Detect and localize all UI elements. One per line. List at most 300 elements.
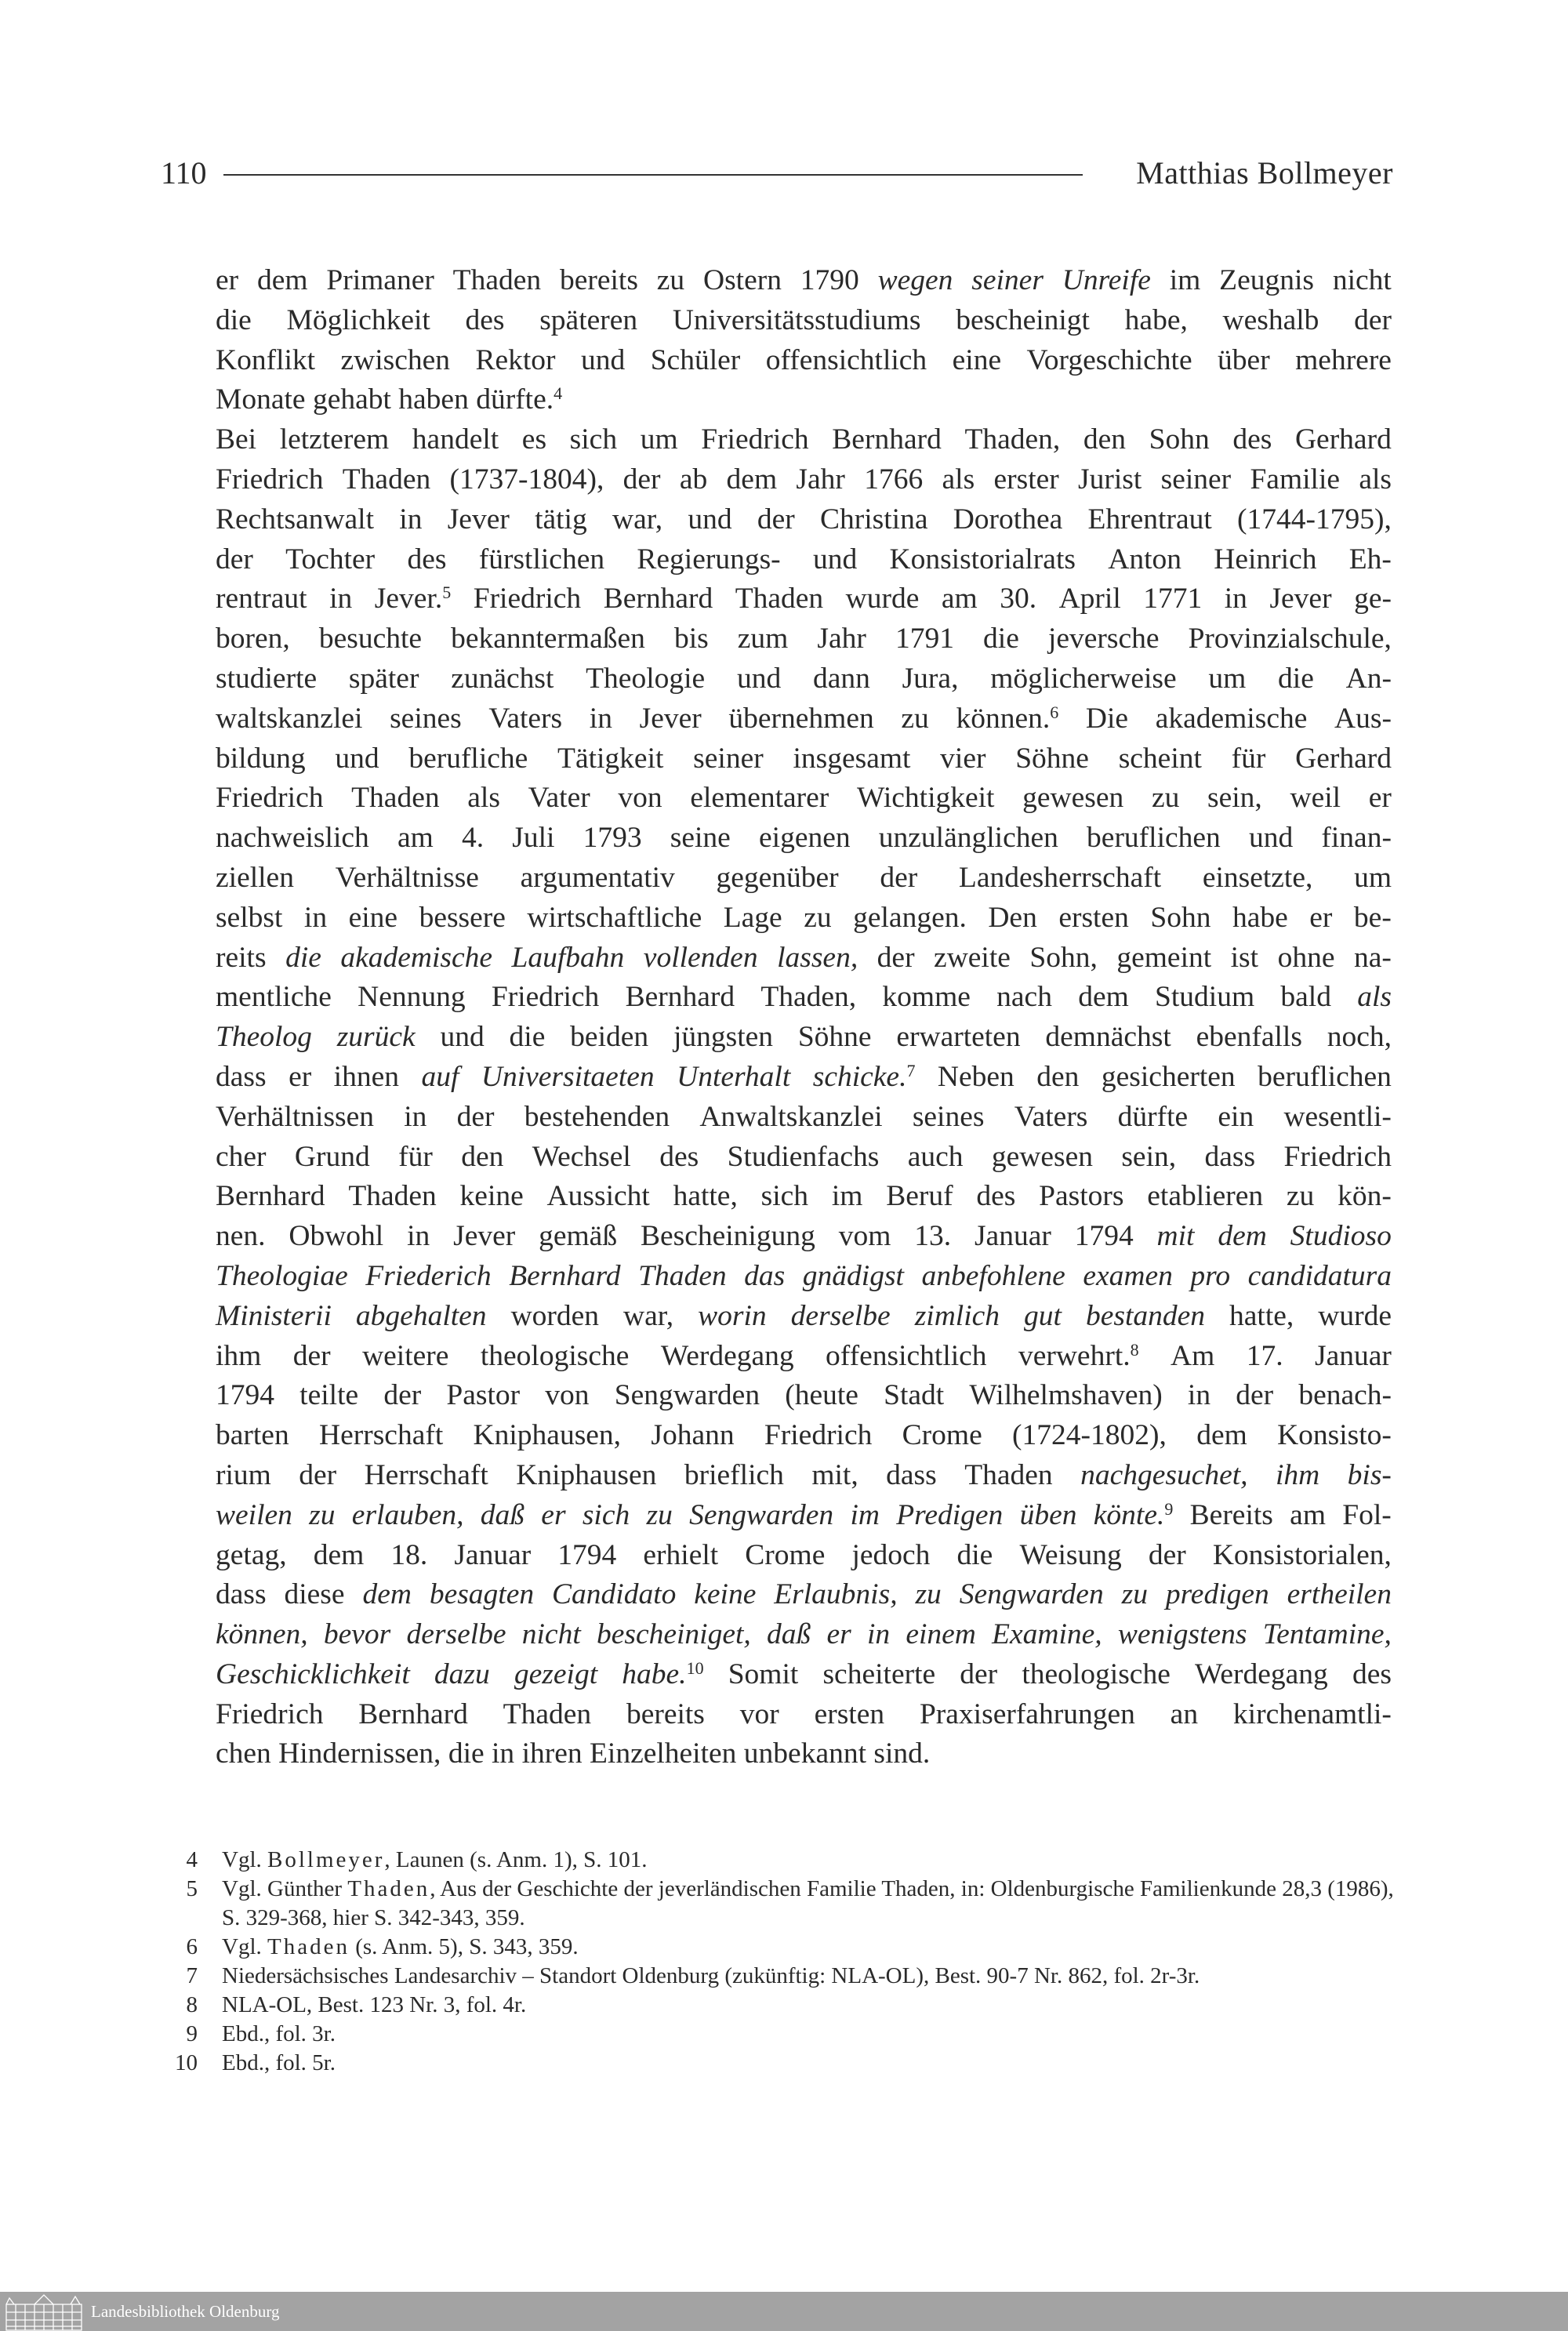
text: Zeugnis bbox=[1219, 264, 1314, 296]
word bbox=[953, 500, 1063, 540]
word bbox=[398, 383, 469, 416]
text: seiner bbox=[1160, 463, 1232, 496]
word bbox=[481, 1496, 524, 1536]
footnote bbox=[157, 1991, 1396, 2020]
word bbox=[583, 819, 642, 859]
text: Eh- bbox=[1348, 543, 1392, 575]
text: Verhältnisse bbox=[335, 861, 479, 894]
text: An- bbox=[1345, 662, 1392, 695]
word bbox=[1278, 659, 1314, 699]
italic-quote: anbefohlene bbox=[921, 1259, 1065, 1292]
word bbox=[351, 779, 439, 819]
italic-quote: gezeigt bbox=[514, 1657, 598, 1690]
word bbox=[644, 939, 758, 979]
word bbox=[1122, 1575, 1148, 1615]
word bbox=[1229, 1297, 1294, 1337]
word bbox=[1150, 899, 1210, 939]
text: ab bbox=[679, 463, 708, 496]
word bbox=[216, 1536, 287, 1576]
word bbox=[832, 1177, 863, 1217]
text: Christina bbox=[819, 503, 928, 536]
word bbox=[1357, 978, 1392, 1018]
word bbox=[462, 819, 484, 859]
text: Ebd., fol. 3r. bbox=[222, 2021, 336, 2046]
footnote-text bbox=[222, 1962, 1200, 1991]
word bbox=[512, 939, 625, 979]
footnote-text bbox=[222, 1991, 526, 2020]
italic-quote: zu bbox=[915, 1578, 942, 1611]
word bbox=[1083, 420, 1126, 460]
word bbox=[1232, 420, 1272, 460]
word bbox=[1218, 341, 1270, 381]
text: den bbox=[1083, 423, 1127, 456]
footnote bbox=[157, 1875, 1396, 1933]
text: weil bbox=[1290, 782, 1341, 815]
word bbox=[552, 1575, 676, 1615]
text: auch bbox=[907, 1140, 964, 1173]
text: Fol- bbox=[1342, 1498, 1392, 1531]
word bbox=[735, 579, 823, 619]
word bbox=[839, 1217, 891, 1257]
word bbox=[362, 1337, 448, 1377]
footnote-ref[interactable]: 7 bbox=[906, 1060, 916, 1080]
text: Jever bbox=[453, 1220, 516, 1253]
word bbox=[535, 500, 587, 540]
text: beiden bbox=[570, 1021, 649, 1054]
text: bis bbox=[673, 623, 709, 655]
word bbox=[1237, 500, 1392, 540]
text: nen. bbox=[216, 1220, 266, 1253]
text: teilte bbox=[299, 1379, 359, 1412]
text: Bernhard bbox=[832, 423, 942, 456]
footnote-ref[interactable]: 10 bbox=[686, 1657, 704, 1678]
word bbox=[1208, 659, 1246, 699]
word bbox=[813, 659, 870, 699]
word bbox=[1248, 1257, 1392, 1297]
word bbox=[349, 899, 397, 939]
text: tätig bbox=[535, 503, 587, 536]
text: zweite bbox=[934, 941, 1011, 974]
word bbox=[1166, 1575, 1269, 1615]
word bbox=[623, 460, 661, 500]
word bbox=[1369, 779, 1392, 819]
author-name: Bollmeyer bbox=[267, 1847, 385, 1872]
text: und bbox=[688, 503, 732, 536]
text: erster bbox=[993, 463, 1059, 496]
word bbox=[454, 1536, 531, 1576]
word bbox=[618, 779, 662, 819]
text: kön- bbox=[1338, 1180, 1392, 1213]
italic-quote: erlauben, bbox=[351, 1498, 464, 1531]
word bbox=[1190, 1496, 1273, 1536]
text: ihm bbox=[216, 1339, 262, 1372]
word bbox=[764, 1416, 872, 1456]
text: Bei bbox=[216, 423, 257, 456]
word bbox=[216, 1257, 348, 1297]
text: sein, bbox=[1207, 782, 1262, 815]
word bbox=[516, 1456, 656, 1496]
word bbox=[1171, 1337, 1214, 1377]
text: er bbox=[1309, 901, 1333, 934]
italic-quote: keine bbox=[694, 1578, 757, 1611]
word bbox=[1295, 420, 1392, 460]
word bbox=[1188, 1376, 1210, 1416]
word bbox=[728, 1138, 880, 1178]
word bbox=[421, 1058, 459, 1098]
word bbox=[399, 500, 422, 540]
word bbox=[651, 1416, 734, 1456]
italic-quote: Ministerii bbox=[216, 1299, 332, 1332]
library-building-logo bbox=[5, 2293, 85, 2331]
text: die bbox=[956, 1538, 993, 1571]
text: und bbox=[440, 1021, 485, 1054]
text: (1724-1802), bbox=[1012, 1419, 1167, 1452]
italic-quote: gnädigst bbox=[802, 1259, 904, 1292]
text: barten bbox=[216, 1419, 289, 1452]
footnote bbox=[157, 1846, 1396, 1875]
word bbox=[803, 1257, 904, 1297]
word bbox=[390, 699, 462, 739]
word bbox=[889, 540, 1075, 580]
text: nicht bbox=[1332, 264, 1392, 296]
text: Jura, bbox=[902, 662, 959, 695]
word bbox=[365, 1257, 491, 1297]
word bbox=[1086, 699, 1128, 739]
text: studierte bbox=[216, 662, 318, 695]
text: Bescheinigung bbox=[640, 1220, 815, 1253]
word bbox=[1014, 1098, 1088, 1138]
italic-quote: dazu bbox=[434, 1657, 490, 1690]
word bbox=[1149, 1536, 1186, 1576]
word bbox=[340, 939, 492, 979]
word bbox=[216, 1217, 266, 1257]
word bbox=[1203, 859, 1313, 899]
word bbox=[1354, 859, 1392, 899]
word bbox=[846, 579, 920, 619]
text: Jahr bbox=[796, 463, 845, 496]
word bbox=[760, 978, 856, 1018]
italic-quote: seiner bbox=[971, 264, 1044, 296]
word bbox=[216, 659, 317, 699]
text-line bbox=[216, 819, 1392, 859]
text: getag, bbox=[216, 1538, 287, 1571]
text: wirtschaftliche bbox=[527, 901, 702, 934]
text: Stadt bbox=[884, 1379, 945, 1412]
text: gesicherten bbox=[1101, 1060, 1236, 1093]
word bbox=[1295, 341, 1392, 381]
word bbox=[1196, 1018, 1302, 1058]
word bbox=[804, 899, 831, 939]
italic-quote: Sengwarden bbox=[959, 1578, 1104, 1611]
word bbox=[694, 1575, 756, 1615]
text: Werdegang bbox=[660, 1339, 794, 1372]
italic-quote: das bbox=[744, 1259, 786, 1292]
word bbox=[407, 540, 446, 580]
text: sich bbox=[760, 1180, 809, 1213]
text-line bbox=[216, 939, 1392, 979]
footnote-ref[interactable]: 8 bbox=[1130, 1339, 1139, 1360]
text: die bbox=[509, 1021, 546, 1054]
text: Jever bbox=[639, 702, 702, 735]
word bbox=[908, 1138, 964, 1178]
text: bereits bbox=[559, 264, 638, 296]
text: Thaden bbox=[503, 1697, 592, 1730]
word bbox=[284, 1575, 344, 1615]
text-line bbox=[216, 1496, 1392, 1536]
word bbox=[590, 1737, 736, 1770]
word bbox=[813, 1058, 916, 1098]
text: Herrschaft bbox=[364, 1458, 488, 1491]
italic-quote: vollenden bbox=[643, 941, 758, 974]
word bbox=[1190, 1257, 1230, 1297]
word bbox=[1225, 579, 1247, 619]
text: vom bbox=[838, 1220, 891, 1253]
word bbox=[1280, 978, 1331, 1018]
text: in bbox=[399, 503, 423, 536]
text: Sengwarden bbox=[614, 1379, 760, 1412]
footnote-text bbox=[222, 1875, 1396, 1933]
text: Gerhard bbox=[1295, 742, 1392, 775]
text: im bbox=[831, 1180, 863, 1213]
word bbox=[953, 341, 1001, 381]
word bbox=[1277, 1416, 1392, 1456]
italic-quote: wegen bbox=[877, 264, 953, 296]
text: den bbox=[1036, 1060, 1080, 1093]
word bbox=[1318, 1297, 1392, 1337]
text: Crome bbox=[902, 1419, 982, 1452]
word bbox=[1087, 819, 1221, 859]
italic-quote: habe. bbox=[622, 1657, 687, 1690]
text: dem bbox=[256, 264, 308, 296]
word bbox=[407, 1615, 506, 1655]
word bbox=[913, 1098, 985, 1138]
word bbox=[1156, 699, 1308, 739]
word bbox=[299, 1376, 358, 1416]
word bbox=[216, 779, 323, 819]
text: scheint bbox=[1118, 742, 1202, 775]
word bbox=[728, 1655, 799, 1695]
word bbox=[216, 261, 238, 301]
word bbox=[545, 1376, 589, 1416]
word bbox=[647, 1496, 673, 1536]
word bbox=[343, 460, 430, 500]
text: seines bbox=[912, 1100, 985, 1133]
text: Regierungs- bbox=[637, 543, 781, 575]
text: im bbox=[1169, 264, 1201, 296]
text: sich bbox=[569, 423, 618, 456]
text: und bbox=[581, 343, 626, 376]
text: gelangen. bbox=[853, 901, 967, 934]
word bbox=[832, 420, 942, 460]
word bbox=[597, 1615, 751, 1655]
text: Thaden bbox=[735, 583, 824, 615]
word bbox=[822, 1655, 935, 1695]
word bbox=[724, 899, 782, 939]
text: Friedrich bbox=[491, 981, 600, 1014]
word bbox=[728, 699, 873, 739]
word bbox=[1218, 1217, 1266, 1257]
word bbox=[661, 1337, 794, 1377]
italic-quote: gut bbox=[1024, 1299, 1062, 1332]
word bbox=[684, 1456, 784, 1496]
footnote bbox=[157, 2049, 1396, 2078]
word bbox=[820, 500, 928, 540]
italic-quote: daß bbox=[767, 1618, 811, 1651]
word bbox=[1338, 1177, 1392, 1217]
word bbox=[216, 579, 307, 619]
text: Studienfachs bbox=[727, 1140, 880, 1173]
word bbox=[1354, 301, 1392, 341]
italic-quote: Bernhard bbox=[509, 1259, 621, 1292]
text: Herrschaft bbox=[319, 1419, 444, 1452]
text: Landesherrschaft bbox=[958, 861, 1162, 894]
text: der bbox=[292, 1339, 331, 1372]
text: akademische bbox=[1155, 702, 1308, 735]
word bbox=[570, 1018, 648, 1058]
text: Jurist bbox=[1078, 463, 1142, 496]
footnote-number: 6 bbox=[186, 1934, 198, 1959]
footnote-number: 7 bbox=[186, 1963, 198, 1988]
text: argumentativ bbox=[520, 861, 675, 894]
italic-quote: derselbe bbox=[790, 1299, 891, 1332]
word bbox=[1321, 819, 1392, 859]
text: Universitätsstudiums bbox=[672, 303, 921, 336]
text-line bbox=[216, 1018, 1392, 1058]
text: (heute bbox=[785, 1379, 858, 1412]
word bbox=[1018, 1337, 1139, 1377]
word bbox=[1290, 779, 1341, 819]
word bbox=[528, 779, 590, 819]
word bbox=[798, 1018, 872, 1058]
word bbox=[481, 1337, 630, 1377]
text: gewesen bbox=[991, 1140, 1093, 1173]
word bbox=[560, 261, 638, 301]
word bbox=[920, 1695, 1135, 1735]
footnote-number: 4 bbox=[186, 1847, 198, 1872]
text: Konflikt bbox=[216, 343, 316, 376]
text: dass bbox=[216, 1060, 267, 1093]
text: können. bbox=[956, 702, 1051, 735]
italic-quote: Geschicklichkeit bbox=[216, 1657, 410, 1690]
word bbox=[527, 899, 702, 939]
word bbox=[640, 699, 702, 739]
word bbox=[680, 460, 707, 500]
word bbox=[884, 1376, 944, 1416]
text-line bbox=[216, 1655, 1392, 1695]
text: dass bbox=[1204, 1140, 1256, 1173]
word bbox=[570, 420, 617, 460]
text: seine bbox=[670, 822, 731, 855]
word bbox=[349, 659, 419, 699]
text: Tätigkeit bbox=[557, 742, 664, 775]
text-line bbox=[216, 739, 1392, 779]
text: Kniphausen bbox=[516, 1458, 657, 1491]
text: Verhältnissen bbox=[216, 1100, 375, 1133]
word bbox=[216, 1695, 323, 1735]
word bbox=[1213, 1536, 1392, 1576]
italic-quote: bis- bbox=[1347, 1458, 1392, 1491]
text: finan- bbox=[1321, 822, 1392, 855]
word bbox=[430, 1575, 534, 1615]
word bbox=[1258, 1058, 1392, 1098]
word bbox=[744, 1257, 785, 1297]
word bbox=[1157, 1217, 1195, 1257]
text: theologische bbox=[1022, 1657, 1171, 1690]
word bbox=[886, 1456, 937, 1496]
word bbox=[216, 1737, 271, 1770]
italic-quote: abgehalten bbox=[355, 1299, 487, 1332]
word bbox=[1290, 1217, 1392, 1257]
word bbox=[777, 939, 858, 979]
word bbox=[604, 579, 713, 619]
text: von bbox=[545, 1379, 590, 1412]
text: er bbox=[289, 1060, 312, 1093]
word bbox=[1354, 579, 1392, 619]
italic-quote: bevor bbox=[323, 1618, 391, 1651]
word bbox=[451, 619, 645, 659]
word bbox=[488, 699, 562, 739]
text: Thaden bbox=[964, 1458, 1053, 1491]
text: den bbox=[461, 1140, 504, 1173]
text: erhielt bbox=[643, 1538, 719, 1571]
text: ihren bbox=[521, 1737, 583, 1770]
text: übernehmen bbox=[728, 702, 874, 735]
text: Monate bbox=[216, 383, 306, 416]
text: gemeint bbox=[1116, 941, 1212, 974]
text: dass bbox=[886, 1458, 937, 1491]
word bbox=[673, 1018, 773, 1058]
text: hatte, bbox=[1229, 1299, 1294, 1332]
text: in bbox=[404, 1100, 427, 1133]
footnote-ref[interactable]: 9 bbox=[1164, 1498, 1174, 1519]
text: bestehenden bbox=[524, 1100, 670, 1133]
text: als bbox=[942, 463, 975, 496]
author-name: Thaden bbox=[267, 1934, 350, 1959]
word bbox=[766, 341, 927, 381]
text: na- bbox=[1353, 941, 1392, 974]
text: er bbox=[1368, 782, 1392, 815]
text-line bbox=[216, 261, 1392, 301]
italic-quote: daß bbox=[480, 1498, 525, 1531]
text: Bernhard bbox=[625, 981, 735, 1014]
text: etablieren bbox=[1147, 1180, 1264, 1213]
text: gemäß bbox=[539, 1220, 618, 1253]
footnote-ref[interactable]: 4 bbox=[554, 383, 563, 404]
word bbox=[1276, 1456, 1319, 1496]
word bbox=[216, 1615, 308, 1655]
text: Kniphausen, bbox=[473, 1419, 622, 1452]
italic-quote: examen bbox=[1083, 1259, 1173, 1292]
word bbox=[1062, 261, 1151, 301]
word bbox=[510, 1018, 546, 1058]
word bbox=[906, 1615, 976, 1655]
text-line bbox=[216, 619, 1392, 659]
text: zum bbox=[737, 623, 789, 655]
text: 1794 bbox=[1074, 1220, 1134, 1253]
library-footer-bar bbox=[0, 2292, 1568, 2331]
text: Jahr bbox=[817, 623, 866, 655]
footnote-ref[interactable]: 5 bbox=[442, 583, 452, 603]
word bbox=[1015, 739, 1089, 779]
word bbox=[1118, 1615, 1247, 1655]
word bbox=[857, 779, 995, 819]
text: Einzelheiten bbox=[590, 1737, 737, 1770]
text: dürfte bbox=[1117, 1100, 1189, 1133]
footnote-ref[interactable]: 6 bbox=[1050, 702, 1059, 722]
word bbox=[1233, 1695, 1392, 1735]
text: Lage bbox=[723, 901, 782, 934]
text: bekanntermaßen bbox=[451, 623, 645, 655]
